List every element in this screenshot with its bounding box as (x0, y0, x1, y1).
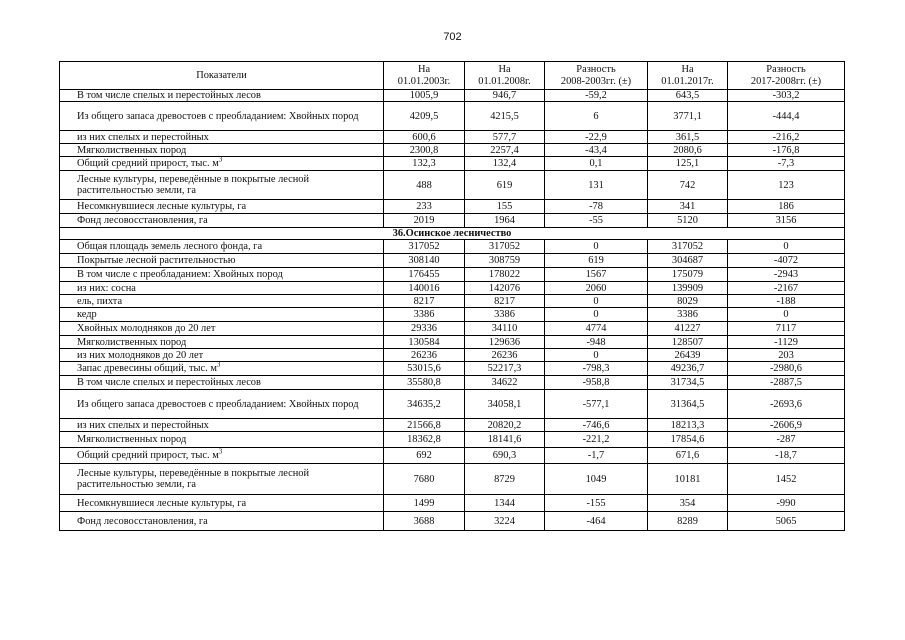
value-2003-cell: 692 (384, 448, 465, 464)
value-2003-cell: 2300,8 (384, 144, 465, 157)
value-2017-cell: 361,5 (648, 131, 728, 144)
diff-2008-2003-cell: -948 (545, 336, 648, 349)
table-row (60, 171, 845, 200)
value-2003-cell: 2019 (384, 214, 465, 228)
value-2008-cell: 1344 (465, 495, 545, 512)
value-2003-cell: 233 (384, 200, 465, 214)
value-2017-cell: 31364,5 (648, 390, 728, 419)
table-row (60, 322, 845, 336)
row-label-text: из них: сосна (77, 282, 136, 294)
header-2008 (465, 62, 545, 90)
diff-2008-2003-cell: -78 (545, 200, 648, 214)
row-label-text: Фонд лесовосстановления, га (77, 515, 208, 527)
value-2017-cell: 41227 (648, 322, 728, 336)
diff-2008-2003-cell: -958,8 (545, 376, 648, 390)
diff-2008-2003-cell: 619 (545, 254, 648, 268)
diff-2017-2008-cell: 3156 (728, 214, 845, 228)
diff-2017-2008-cell: -2606,9 (728, 419, 845, 432)
value-2017-cell: 354 (648, 495, 728, 512)
value-2008-cell: 178022 (465, 268, 545, 282)
table-row (60, 432, 845, 448)
value-2008-cell: 3224 (465, 512, 545, 531)
row-label-text: В том числе с преобладанием: Хвойных пород (77, 269, 283, 280)
value-2017-cell: 18213,3 (648, 419, 728, 432)
diff-2008-2003-cell: 0,1 (545, 157, 648, 171)
diff-2008-2003-cell: 1567 (545, 268, 648, 282)
value-2008-cell: 34110 (465, 322, 545, 336)
value-2003-cell: 600,6 (384, 131, 465, 144)
diff-2017-2008-cell: -1129 (728, 336, 845, 349)
header-indicators-text: Показатели (196, 69, 247, 81)
diff-2017-2008-cell: 123 (728, 171, 845, 200)
table-row (60, 102, 845, 131)
row-label (60, 102, 384, 131)
table-row (60, 448, 845, 464)
table-row (60, 495, 845, 512)
diff-2008-2003-cell: -155 (545, 495, 648, 512)
header-2003-line1: На (417, 63, 431, 75)
row-label (60, 295, 384, 308)
diff-2017-2008-cell: -303,2 (728, 90, 845, 102)
value-2003-cell: 26236 (384, 349, 465, 362)
diff-2008-2003-cell: -59,2 (545, 90, 648, 102)
table-row (60, 200, 845, 214)
diff-2017-2008-cell: -444,4 (728, 102, 845, 131)
value-2008-cell: 52217,3 (465, 362, 545, 376)
row-label-text: Запас древесины общий, тыс. м (77, 363, 217, 374)
header-2017 (648, 62, 728, 90)
value-2017-cell: 175079 (648, 268, 728, 282)
value-2008-cell: 4215,5 (465, 102, 545, 131)
value-2008-cell: 142076 (465, 282, 545, 295)
row-label-text: Хвойных молодняков до 20 лет (77, 323, 216, 334)
table-row (60, 254, 845, 268)
value-2003-cell: 8217 (384, 295, 465, 308)
table-row (60, 349, 845, 362)
diff-2008-2003-cell: -746,6 (545, 419, 648, 432)
row-label (60, 214, 384, 228)
value-2017-cell: 5120 (648, 214, 728, 228)
row-label (60, 171, 384, 200)
diff-2017-2008-cell: -216,2 (728, 131, 845, 144)
diff-2017-2008-cell: -2943 (728, 268, 845, 282)
header-diff-2008-2003 (545, 62, 648, 90)
row-label-text: из них молодняков до 20 лет (77, 349, 204, 361)
value-2003-cell: 132,3 (384, 157, 465, 171)
page-number: 702 (443, 31, 462, 43)
value-2003-cell: 308140 (384, 254, 465, 268)
section-title: 36.Осинское лесничество (60, 228, 845, 240)
row-label (60, 464, 384, 495)
table-row (60, 240, 845, 254)
value-2003-cell: 7680 (384, 464, 465, 495)
diff-2017-2008-cell: -7,3 (728, 157, 845, 171)
row-label (60, 432, 384, 448)
value-2003-cell: 29336 (384, 322, 465, 336)
value-2008-cell: 2257,4 (465, 144, 545, 157)
row-label-text: Мягколиственных пород (77, 144, 187, 156)
value-2008-cell: 18141,6 (465, 432, 545, 448)
diff-2017-2008-cell: 0 (728, 308, 845, 322)
unit-superscript: 3 (218, 155, 223, 164)
header-2008-line1: На (498, 63, 511, 75)
value-2003-cell: 18362,8 (384, 432, 465, 448)
value-2017-cell: 125,1 (648, 157, 728, 171)
row-label-text: Лесные культуры, переведённые в покрытые лесной растительностью земли, га (77, 174, 310, 196)
row-label (60, 336, 384, 349)
diff-2017-2008-cell: 203 (728, 349, 845, 362)
diff-2008-2003-cell: -22,9 (545, 131, 648, 144)
value-2017-cell: 671,6 (648, 448, 728, 464)
diff-2017-2008-cell: -2980,6 (728, 362, 845, 376)
header-diff2-line2: 2017-2008гг. (±) (750, 75, 822, 87)
header-2003-line2: 01.01.2003г. (397, 75, 451, 87)
row-label-text: В том числе спелых и перестойных лесов (77, 377, 261, 388)
value-2003-cell: 34635,2 (384, 390, 465, 419)
value-2017-cell: 8029 (648, 295, 728, 308)
diff-2008-2003-cell: -577,1 (545, 390, 648, 419)
row-label-text: Из общего запаса древостоев с преобладанием: Хвойных пород (77, 110, 359, 122)
value-2008-cell: 619 (465, 171, 545, 200)
row-label-text: Из общего запаса древостоев с преобладанием: Хвойных пород (77, 398, 359, 410)
diff-2017-2008-cell: -18,7 (728, 448, 845, 464)
row-label (60, 157, 384, 171)
table-row (60, 268, 845, 282)
row-label (60, 200, 384, 214)
diff-2017-2008-cell: -176,8 (728, 144, 845, 157)
value-2008-cell: 26236 (465, 349, 545, 362)
table-row (60, 336, 845, 349)
table-row (60, 214, 845, 228)
table-row (60, 295, 845, 308)
row-label (60, 90, 384, 102)
diff-2017-2008-cell: -188 (728, 295, 845, 308)
table-row (60, 464, 845, 495)
table-row (60, 144, 845, 157)
diff-2008-2003-cell: -221,2 (545, 432, 648, 448)
row-label (60, 282, 384, 295)
diff-2008-2003-cell: 0 (545, 308, 648, 322)
diff-2008-2003-cell: -464 (545, 512, 648, 531)
header-2017-line2: 01.01.2017г. (661, 75, 714, 87)
value-2017-cell: 8289 (648, 512, 728, 531)
row-label (60, 254, 384, 268)
row-label-text: кедр (77, 309, 97, 320)
value-2017-cell: 3386 (648, 308, 728, 322)
row-label-text: Общий средний прирост, тыс. м (77, 450, 219, 461)
value-2008-cell: 1964 (465, 214, 545, 228)
row-label-text: Общая площадь земель лесного фонда, га (77, 241, 263, 252)
diff-2008-2003-cell: 4774 (545, 322, 648, 336)
row-label-text: из них спелых и перестойных (77, 131, 209, 143)
diff-2017-2008-cell: -4072 (728, 254, 845, 268)
value-2017-cell: 139909 (648, 282, 728, 295)
value-2008-cell: 690,3 (465, 448, 545, 464)
diff-2017-2008-cell: -2693,6 (728, 390, 845, 419)
diff-2008-2003-cell: -798,3 (545, 362, 648, 376)
row-label-text: ель, пихта (77, 295, 123, 307)
value-2017-cell: 49236,7 (648, 362, 728, 376)
row-label-text: из них спелых и перестойных (77, 419, 209, 431)
table-row (60, 390, 845, 419)
value-2003-cell: 3386 (384, 308, 465, 322)
diff-2008-2003-cell: 2060 (545, 282, 648, 295)
value-2003-cell: 1499 (384, 495, 465, 512)
value-2003-cell: 317052 (384, 240, 465, 254)
table-header-row (60, 62, 845, 90)
row-label (60, 349, 384, 362)
row-label-text: Мягколиственных пород (77, 434, 187, 445)
table-row (60, 308, 845, 322)
value-2008-cell: 8217 (465, 295, 545, 308)
header-2008-line2: 01.01.2008г. (478, 75, 531, 87)
diff-2017-2008-cell: 0 (728, 240, 845, 254)
diff-2017-2008-cell: -2167 (728, 282, 845, 295)
unit-superscript: 3 (218, 447, 223, 456)
table-body (60, 90, 845, 531)
value-2003-cell: 1005,9 (384, 90, 465, 102)
diff-2008-2003-cell: -55 (545, 214, 648, 228)
row-label-text: В том числе спелых и перестойных лесов (77, 90, 261, 101)
unit-superscript: 3 (216, 360, 221, 369)
table-row (60, 90, 845, 102)
diff-2017-2008-cell: 7117 (728, 322, 845, 336)
row-label (60, 308, 384, 322)
value-2017-cell: 2080,6 (648, 144, 728, 157)
value-2008-cell: 946,7 (465, 90, 545, 102)
header-indicators (60, 62, 384, 90)
diff-2008-2003-cell: 1049 (545, 464, 648, 495)
row-label-text: Покрытые лесной растительностью (77, 255, 236, 266)
header-2017-line1: На (681, 63, 694, 75)
value-2008-cell: 317052 (465, 240, 545, 254)
row-label (60, 362, 384, 376)
row-label (60, 448, 384, 464)
table-row (60, 419, 845, 432)
value-2003-cell: 3688 (384, 512, 465, 531)
table-row (60, 157, 845, 171)
row-label-text: Лесные культуры, переведённые в покрытые лесной растительностью земли, га (77, 468, 310, 490)
table-row (60, 282, 845, 295)
diff-2008-2003-cell: 0 (545, 295, 648, 308)
forest-indicators-table (59, 61, 845, 531)
value-2003-cell: 21566,8 (384, 419, 465, 432)
row-label (60, 131, 384, 144)
row-label-text: Несомкнувшиеся лесные культуры, га (77, 201, 247, 212)
diff-2008-2003-cell: -1,7 (545, 448, 648, 464)
header-2003 (384, 62, 465, 90)
value-2017-cell: 17854,6 (648, 432, 728, 448)
value-2008-cell: 3386 (465, 308, 545, 322)
value-2017-cell: 31734,5 (648, 376, 728, 390)
table-row (60, 362, 845, 376)
value-2017-cell: 643,5 (648, 90, 728, 102)
value-2003-cell: 130584 (384, 336, 465, 349)
value-2003-cell: 488 (384, 171, 465, 200)
value-2008-cell: 132,4 (465, 157, 545, 171)
value-2017-cell: 26439 (648, 349, 728, 362)
header-diff1-line2: 2008-2003гг. (±) (560, 75, 632, 87)
diff-2008-2003-cell: 6 (545, 102, 648, 131)
value-2008-cell: 8729 (465, 464, 545, 495)
value-2017-cell: 128507 (648, 336, 728, 349)
value-2017-cell: 742 (648, 171, 728, 200)
value-2003-cell: 53015,6 (384, 362, 465, 376)
value-2008-cell: 34058,1 (465, 390, 545, 419)
diff-2017-2008-cell: -990 (728, 495, 845, 512)
diff-2008-2003-cell: -43,4 (545, 144, 648, 157)
value-2003-cell: 35580,8 (384, 376, 465, 390)
value-2017-cell: 304687 (648, 254, 728, 268)
header-diff1-line1: Разность (576, 63, 616, 75)
row-label-text: Общий средний прирост, тыс. м (77, 158, 219, 169)
value-2017-cell: 10181 (648, 464, 728, 495)
value-2008-cell: 155 (465, 200, 545, 214)
value-2017-cell: 3771,1 (648, 102, 728, 131)
row-label (60, 322, 384, 336)
table-row (60, 131, 845, 144)
row-label-text: Несомкнувшиеся лесные культуры, га (77, 497, 247, 509)
value-2017-cell: 341 (648, 200, 728, 214)
diff-2017-2008-cell: 1452 (728, 464, 845, 495)
value-2008-cell: 20820,2 (465, 419, 545, 432)
value-2008-cell: 34622 (465, 376, 545, 390)
value-2003-cell: 140016 (384, 282, 465, 295)
row-label (60, 495, 384, 512)
row-label (60, 240, 384, 254)
value-2008-cell: 577,7 (465, 131, 545, 144)
table-row (60, 512, 845, 531)
row-label (60, 390, 384, 419)
row-label (60, 376, 384, 390)
diff-2008-2003-cell: 0 (545, 349, 648, 362)
value-2008-cell: 308759 (465, 254, 545, 268)
diff-2017-2008-cell: 5065 (728, 512, 845, 531)
row-label-text: Фонд лесовосстановления, га (77, 215, 208, 226)
row-label (60, 268, 384, 282)
value-2008-cell: 129636 (465, 336, 545, 349)
table-row (60, 376, 845, 390)
diff-2008-2003-cell: 131 (545, 171, 648, 200)
value-2003-cell: 4209,5 (384, 102, 465, 131)
diff-2017-2008-cell: -287 (728, 432, 845, 448)
header-diff-2017-2008 (728, 62, 845, 90)
header-diff2-line1: Разность (766, 63, 806, 75)
diff-2008-2003-cell: 0 (545, 240, 648, 254)
section-header-row (60, 228, 845, 240)
row-label-text: Мягколиственных пород (77, 336, 187, 348)
diff-2017-2008-cell: 186 (728, 200, 845, 214)
value-2017-cell: 317052 (648, 240, 728, 254)
row-label (60, 512, 384, 531)
diff-2017-2008-cell: -2887,5 (728, 376, 845, 390)
row-label (60, 419, 384, 432)
value-2003-cell: 176455 (384, 268, 465, 282)
